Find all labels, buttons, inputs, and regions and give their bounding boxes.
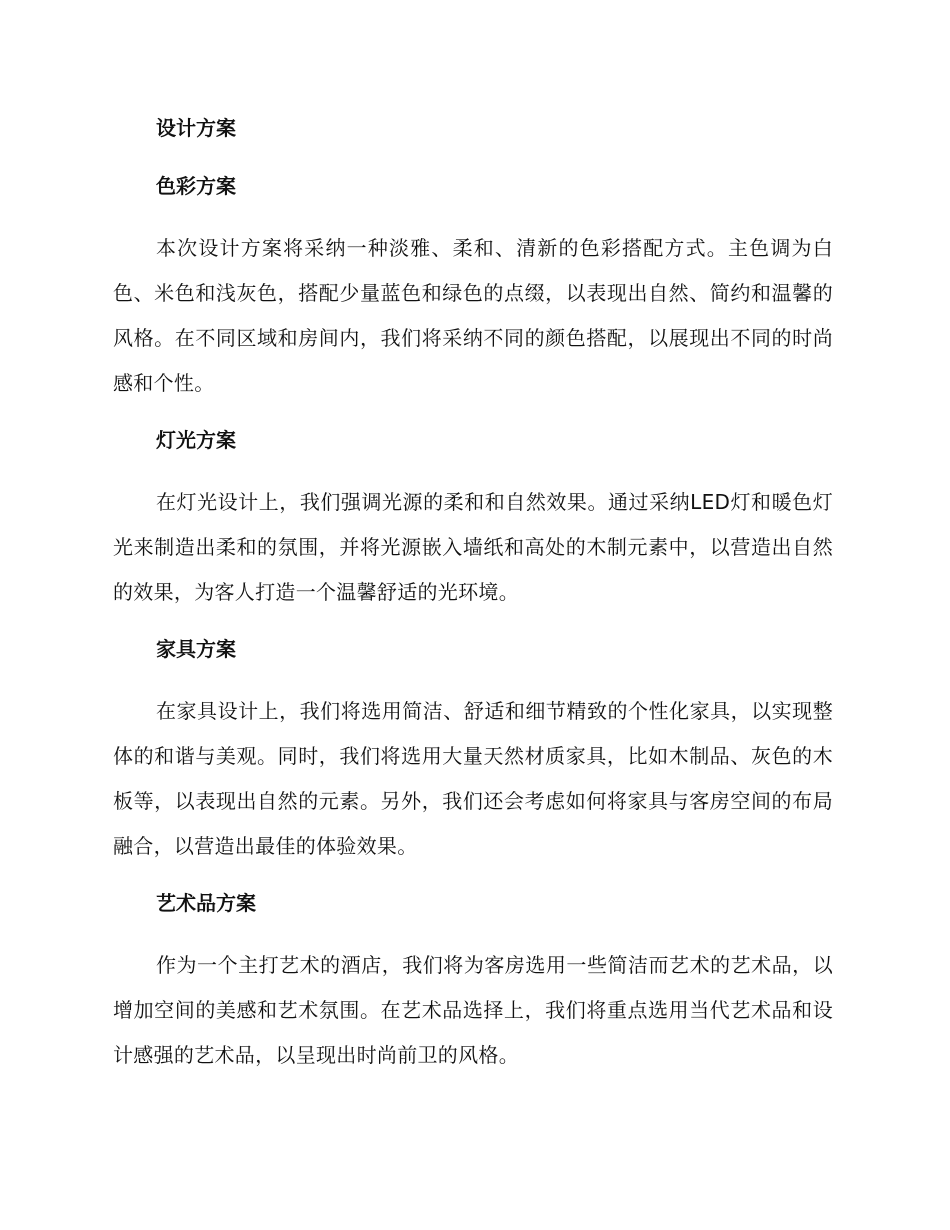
document-content: [113, 110, 833, 1094]
section-heading-artwork: 艺术品方案: [156, 891, 256, 915]
section-body-color: 本次设计方案将采纳一种淡雅、柔和、清新的色彩搭配方式。主色调为白色、米色和浅灰色，搭配少量蓝色和绿色的点缀，以表现出自然、简约和温馨的风格。在不同区域和房间内，我们将采纳不同的颜色搭配，以展现出不同的时尚感和个性。: [113, 236, 833, 395]
section-body-furniture: 在家具设计上，我们将选用简洁、舒适和细节精致的个性化家具，以实现整体的和谐与美观。同时，我们将选用大量天然材质家具，比如木制品、灰色的木板等，以表现出自然的元素。另外，我们还会考虑如何将家具与客房空间的布局融合，以营造出最佳的体验效果。: [113, 699, 833, 858]
document-title: 设计方案: [156, 116, 236, 140]
section-heading-color: 色彩方案: [156, 174, 236, 198]
section-heading-lighting: 灯光方案: [156, 428, 236, 452]
section-body-lighting: 在灯光设计上，我们强调光源的柔和和自然效果。通过采纳LED灯和暖色灯光来制造出柔和的氛围，并将光源嵌入墙纸和高处的木制元素中，以营造出自然的效果，为客人打造一个温馨舒适的光环境。: [113, 490, 833, 604]
section-heading-furniture: 家具方案: [156, 637, 236, 661]
section-body-artwork: 作为一个主打艺术的酒店，我们将为客房选用一些简洁而艺术的艺术品，以增加空间的美感和艺术氛围。在艺术品选择上，我们将重点选用当代艺术品和设计感强的艺术品，以呈现出时尚前卫的风格。: [113, 953, 833, 1067]
